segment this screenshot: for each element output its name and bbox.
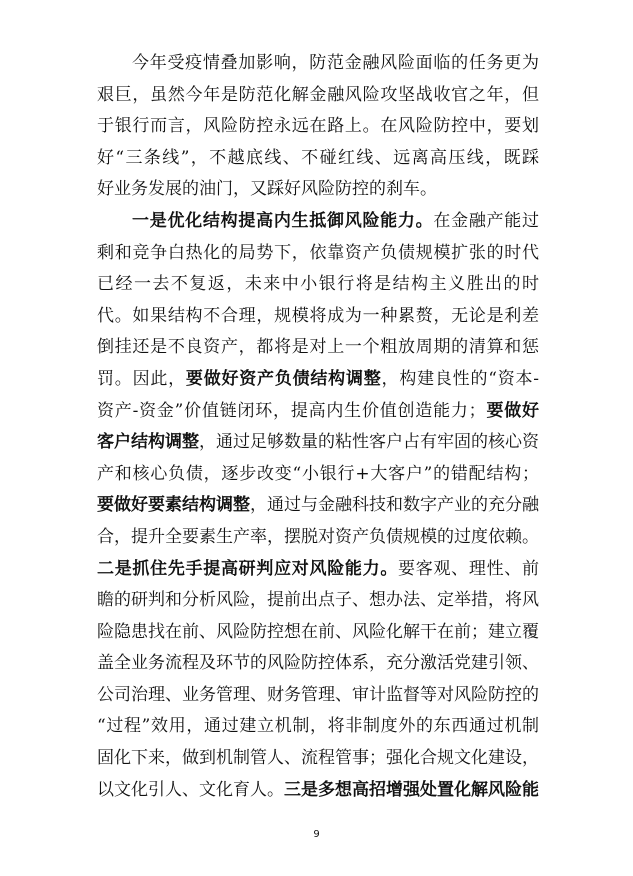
text-run: 以文化引人、文化育人。 (97, 779, 284, 800)
text-line (97, 143, 539, 175)
text-run: ，通过足够数量的粘性客户占有牢固的核心资 (199, 432, 539, 453)
text-line (97, 111, 539, 143)
text-run: 产和核心负债，逐步改变“小银行+大客户”的错配结构； (97, 463, 539, 484)
text-run: 好业务发展的油门，又踩好风险防控的刹车。 (97, 179, 437, 200)
text-line (97, 427, 539, 459)
text-run: 在金融产能过 (433, 210, 540, 231)
text-run: 固化下来，做到机制管人、流程管事；强化合规文化建设， (97, 748, 539, 769)
text-line (97, 680, 539, 712)
document-body (97, 48, 539, 806)
text-run: 今年受疫情叠加影响，防范金融风险面临的任务更为 (132, 53, 539, 73)
text-run: 要客观、理性、前 (398, 558, 540, 579)
page-number: 9 (313, 829, 320, 840)
text-line (97, 269, 539, 301)
text-run: 已经一去不复返，未来中小银行将是结构主义胜出的时 (97, 274, 539, 295)
text-line (97, 174, 539, 206)
bold-text: 要做好 (485, 400, 540, 421)
text-run: 盖全业务流程及环节的风险防控体系，充分激活党建引领、 (97, 653, 539, 674)
text-run: 罚。因此， (97, 368, 186, 389)
bold-text: 二是抓住先手提高研判应对风险能力。 (97, 558, 399, 579)
bold-text: 三是多想高招增强处置化解风险能 (284, 779, 539, 800)
text-line (97, 396, 539, 428)
text-run: 剩和竞争白热化的局势下，依靠资产负债规模扩张的时代 (97, 242, 539, 263)
text-run: 瞻的研判和分析风险，提前出点子、想办法、定举措，将风 (97, 590, 539, 611)
text-line (97, 617, 539, 649)
text-line (97, 80, 539, 112)
text-line (97, 522, 539, 554)
bold-text: 要做好资产负债结构调整 (185, 368, 382, 389)
text-line (97, 711, 539, 743)
text-line (97, 648, 539, 680)
text-run: 资产-资金”价值链闭环，提高内生价值创造能力； (97, 400, 486, 421)
bold-text: 客户结构调整 (97, 432, 199, 453)
text-line (97, 238, 539, 270)
text-line (97, 585, 539, 617)
text-run: 险隐患找在前、风险防控想在前、风险化解干在前；建立覆 (97, 621, 539, 642)
text-line (97, 554, 539, 586)
text-line (97, 490, 539, 522)
text-line (97, 775, 539, 807)
text-run: 公司治理、业务管理、财务管理、审计监督等对风险防控的 (97, 684, 539, 705)
text-run: “过程”效用，通过建立机制，将非制度外的东西通过机制 (97, 716, 539, 737)
text-line (97, 364, 539, 396)
text-line (97, 332, 539, 364)
text-line (97, 301, 539, 333)
text-line (97, 48, 539, 80)
text-run: ，构建良性的“资本- (381, 368, 540, 389)
text-line (97, 459, 539, 491)
bold-text: 一是优化结构提高内生抵御风险能力。 (132, 210, 434, 231)
text-run: 好“三条线”，不越底线、不碰红线、远离高压线，既踩 (97, 147, 539, 168)
text-run: 合，提升全要素生产率，摆脱对资产负债规模的过度依赖。 (97, 526, 539, 547)
text-run: 艰巨，虽然今年是防范化解金融风险攻坚战收官之年，但 (97, 84, 539, 105)
text-run: 倒挂还是不良资产，都将是对上一个粗放周期的清算和惩 (97, 337, 539, 358)
text-run: 于银行而言，风险防控永远在路上。在风险防控中，要划 (97, 116, 539, 137)
bold-text: 要做好要素结构调整 (97, 495, 250, 516)
text-run: 代。如果结构不合理，规模将成为一种累赘，无论是利差 (97, 305, 539, 326)
text-line (97, 743, 539, 775)
text-run: ，通过与金融科技和数字产业的充分融 (250, 495, 539, 516)
text-line (97, 206, 539, 238)
